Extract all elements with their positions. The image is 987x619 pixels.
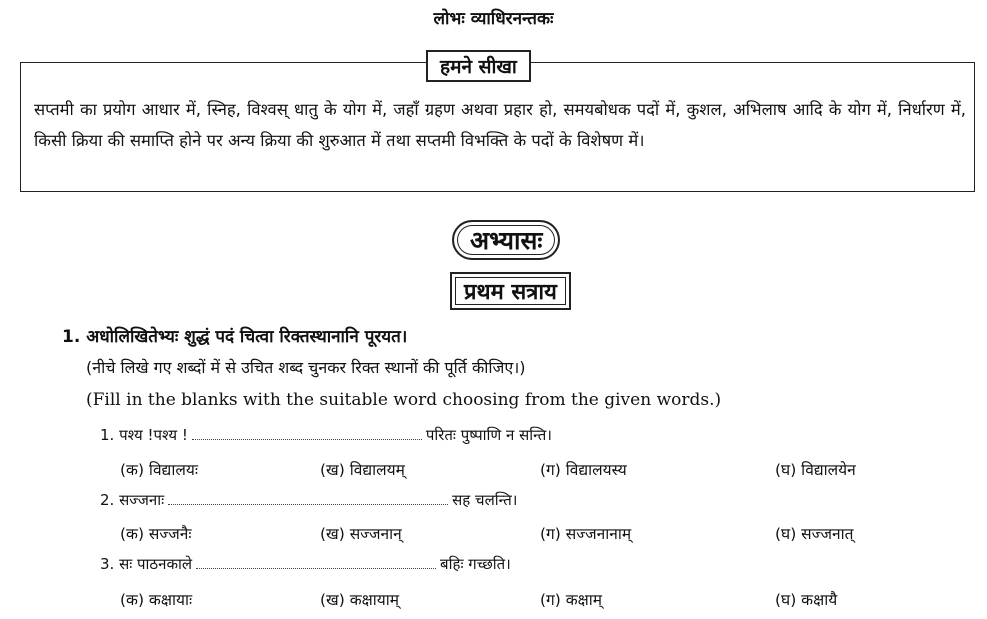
- learned-title: हमने सीखा: [426, 50, 531, 82]
- item-3-suffix: बहिः गच्छति।: [440, 555, 511, 573]
- item-2-prefix: 2. सज्जनाः: [100, 491, 165, 509]
- item-1-suffix: परितः पुष्पाणि न सन्ति।: [425, 426, 552, 444]
- item-3-option-b: (ख) कक्षायाम्: [320, 591, 400, 609]
- item-2-option-c: (ग) सज्जनानाम्: [540, 525, 632, 543]
- top-heading: लोभः व्याधिरनन्तकः: [433, 9, 554, 29]
- item-3-option-a: (क) कक्षायाः: [120, 591, 193, 609]
- item-1-prefix: 1. पश्य !पश्य !: [100, 426, 188, 444]
- item-3-option-d: (घ) कक्षायै: [775, 591, 838, 609]
- item-2-suffix: सह चलन्ति।: [452, 491, 518, 509]
- item-1-option-d: (घ) विद्यालयेन: [775, 461, 856, 479]
- item-2-option-d: (घ) सज्जनात्: [775, 525, 854, 543]
- item-1-option-a: (क) विद्यालयः: [120, 461, 198, 479]
- question-item-2: [100, 490, 517, 510]
- question-english-instruction: (Fill in the blanks with the suitable word choosing from the given words.): [86, 390, 722, 410]
- question-hindi-instruction: (नीचे लिखे गए शब्दों में से उचित शब्द चुनकर रिक्त स्थानों की पूर्ति कीजिए।): [86, 358, 526, 377]
- learned-text: सप्तमी का प्रयोग आधार में, स्निह, विश्वस् धातु के योग में, जहाँ ग्रहण अथवा प्रहार हो, समयबोधक पदों में, कुशल, अभिलाष आदि के योग में, निर्धारण में, किसी क्रिया की समाप्ति होने पर अन्य क्रिया की शुरुआत में तथा सप्तमी विभक्ति के पदों के विशेषण में।: [34, 100, 966, 150]
- item-2-option-b: (ख) सज्जनान्: [320, 525, 402, 543]
- question-heading: 1. अधोलिखितेभ्यः शुद्धं पदं चित्वा रिक्तस्थानानि पूरयत।: [62, 327, 408, 347]
- item-3-prefix: 3. सः पाठनकाले: [100, 555, 193, 573]
- item-3-blank: [196, 558, 436, 569]
- exercise-title: अभ्यासः: [452, 220, 560, 260]
- question-item-1: [100, 425, 552, 445]
- item-1-option-b: (ख) विद्यालयम्: [320, 461, 405, 479]
- item-2-blank: [168, 494, 448, 505]
- item-2-option-a: (क) सज्जनैः: [120, 525, 192, 543]
- question-item-3: [100, 554, 511, 574]
- item-1-blank: [192, 429, 422, 440]
- item-3-option-c: (ग) कक्षाम्: [540, 591, 603, 609]
- item-1-option-c: (ग) विद्यालयस्य: [540, 461, 627, 479]
- session-title: प्रथम सत्राय: [450, 272, 571, 310]
